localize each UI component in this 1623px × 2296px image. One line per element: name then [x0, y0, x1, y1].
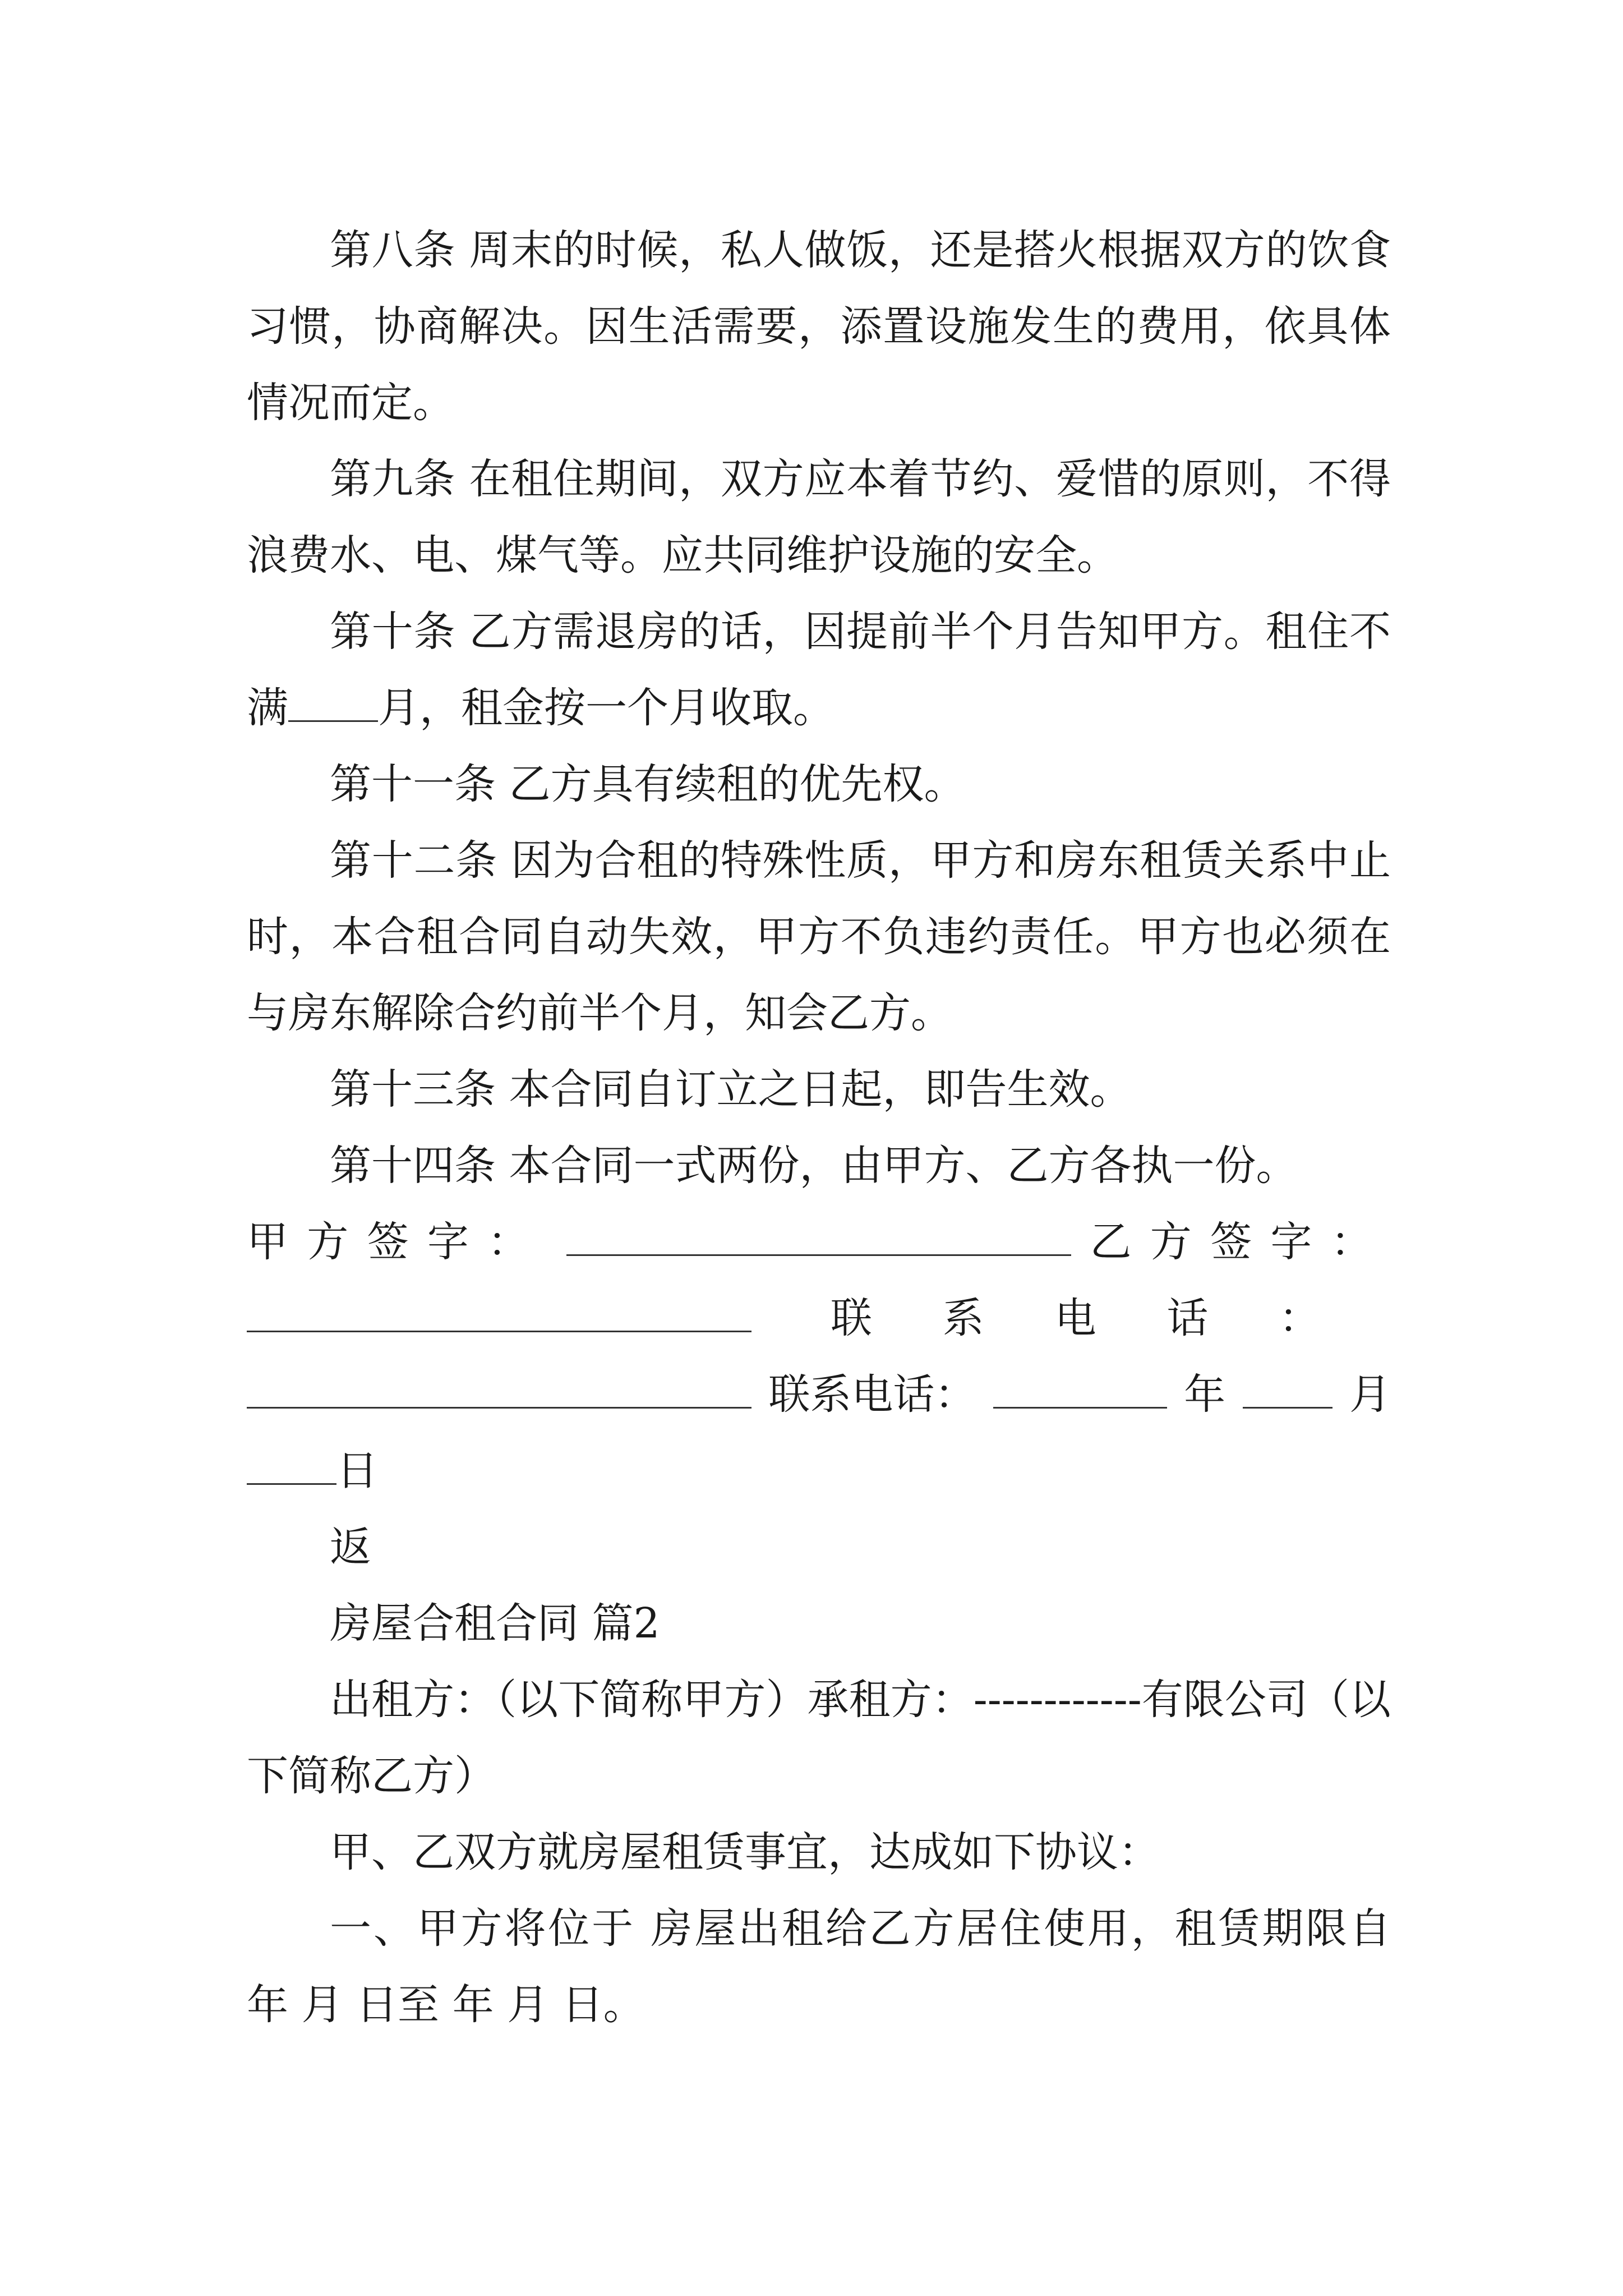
section-2-clause-1: 一、甲方将位于 房屋出租给乙方居住使用，租赁期限自 年 月 日至 年 月 日。: [247, 1904, 1391, 2029]
clause-10-text-a: 第十条 乙方需退房的话，因提前半个月告知甲方。租住不满: [247, 608, 1391, 732]
month-label: 月: [1349, 1370, 1391, 1419]
section-2-agreement: 甲、乙双方就房屋租赁事宜，达成如下协议：: [330, 1828, 1160, 1876]
blank-line: [288, 687, 378, 722]
signature-block: [247, 1204, 1391, 1509]
contact-phone-label-2: 联系电话：: [768, 1370, 976, 1419]
signature-line-1: [247, 1204, 1391, 1280]
day-blank: [247, 1450, 336, 1485]
section-2-parties: 出租方：（以下简称甲方）承租方：------------有限公司（以下简称乙方）: [247, 1676, 1391, 1800]
contact-phone-blank-2: [993, 1373, 1167, 1409]
document-body: [247, 212, 1391, 2043]
signature-line-3: [247, 1356, 1391, 1433]
clause-10: [247, 593, 1391, 746]
clause-9: 第九条 在租住期间，双方应本着节约、爱惜的原则，不得浪费水、电、煤气等。应共同维护设施的安全。: [247, 455, 1391, 579]
party-b-signature-blank: [247, 1297, 751, 1332]
contact-phone-blank-1: [247, 1373, 751, 1409]
month-blank: [1243, 1373, 1332, 1409]
year-label: 年: [1184, 1370, 1226, 1419]
clause-14: 第十四条 本合同一式两份，由甲方、乙方各执一份。: [330, 1142, 1298, 1190]
clause-8: 第八条 周末的时候，私人做饭，还是搭火根据双方的饮食习惯，协商解决。因生活需要，添置设施发生的费用，依具体情况而定。: [247, 226, 1391, 427]
clause-11: 第十一条 乙方具有续租的优先权。: [330, 760, 966, 808]
clause-12: 第十二条 因为合租的特殊性质，甲方和房东租赁关系中止时，本合租合同自动失效，甲方不负违约责任。甲方也必须在与房东解除合约前半个月，知会乙方。: [247, 836, 1391, 1037]
signature-line-4: [247, 1433, 1391, 1509]
party-a-signature-label: 甲方签字：: [247, 1218, 548, 1266]
party-b-signature-label: 乙方签字：: [1090, 1218, 1391, 1266]
signature-line-2: [247, 1280, 1391, 1356]
section-2-title: 房屋合租合同 篇2: [330, 1599, 660, 1648]
contact-phone-label-1: 联系电话：: [831, 1294, 1391, 1342]
clause-10-text-b: 月，租金按一个月收取。: [378, 684, 834, 732]
clause-13: 第十三条 本合同自订立之日起，即告生效。: [330, 1065, 1132, 1114]
return-link[interactable]: 返: [330, 1523, 371, 1571]
day-label: 日: [336, 1447, 378, 1495]
party-a-signature-blank: [566, 1221, 1071, 1256]
